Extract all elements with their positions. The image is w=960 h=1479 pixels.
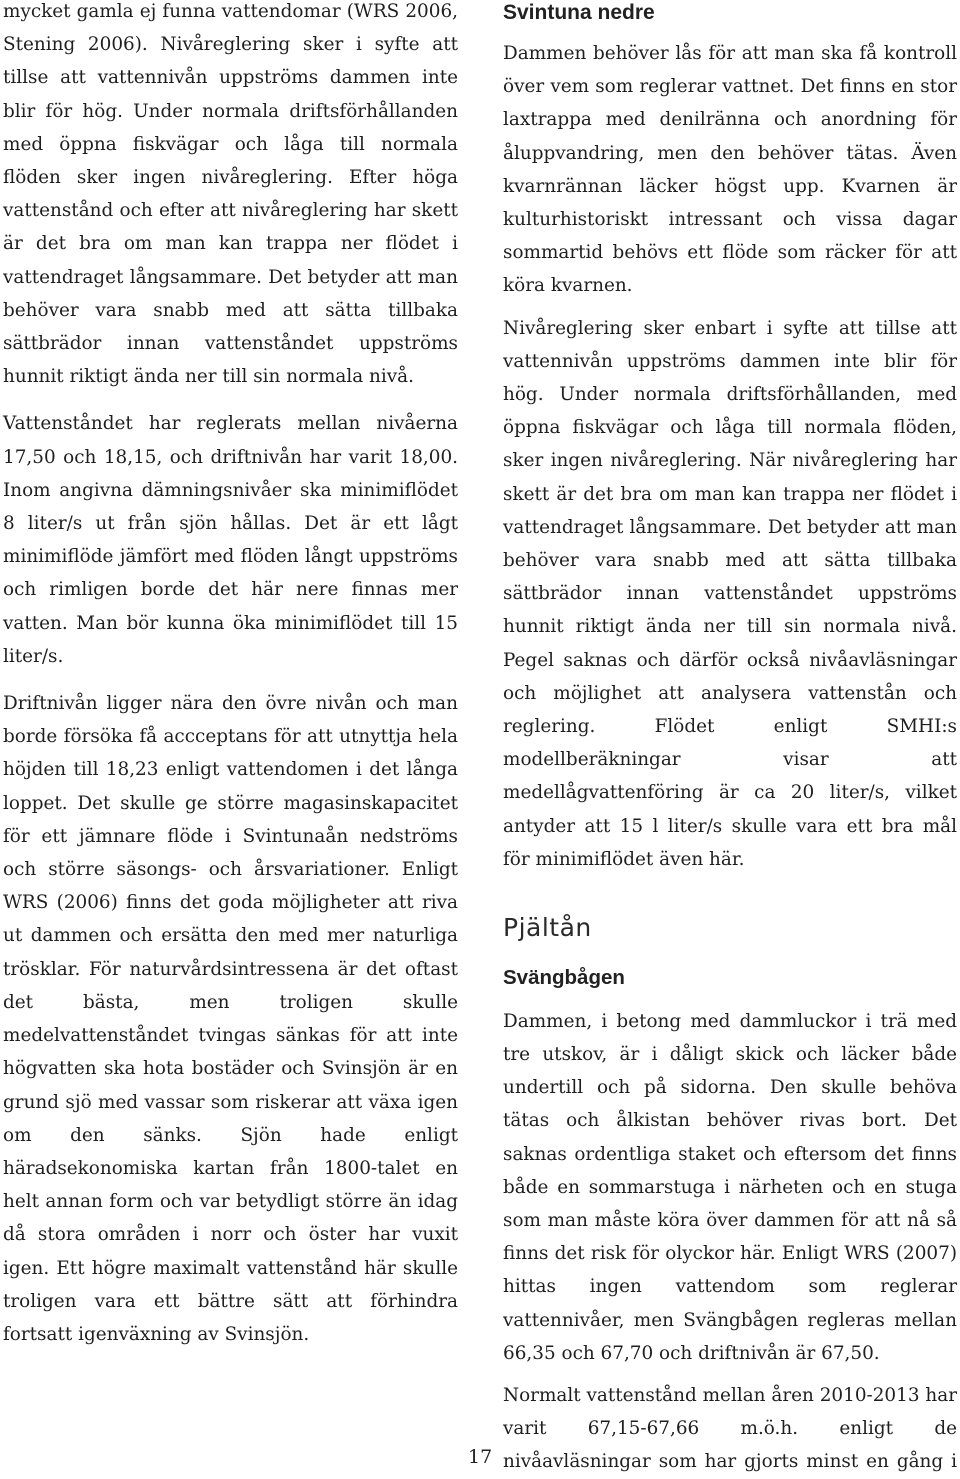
body-paragraph: Normalt vattenstånd mellan åren 2010-2013 har varit 67,15-67,66 m.ö.h. enligt de nivåavläsningar som har gjorts minst en gång i <box>503 1385 957 1473</box>
section-heading-pjaltan: Pjältån <box>503 913 592 943</box>
body-paragraph: Nivåreglering sker enbart i syfte att tillse att vattennivån uppströms dammen inte blir för hög. Under normala driftsförhållanden, med öppna fiskvägar och låga till normala flöden, sker ingen nivåreglering. När nivåreglering har skett är det bra om man kan trappa ner flödet i vattendraget långsammare. Det betyder att man behöver vara snabb med att sätta tillbaka sättbrädor innan vattenståndet uppströms hunnit riktigt ända ner till sin normala nivå. Pegel saknas och därför också nivåavläsningar och möjlighet att analysera vattenstån och reglering. Flödet enligt SMHI:s modellberäkningar visar att medellågvattenföring är ca 20 liter/s, vilket antyder att 15 l liter/s skulle vara ett bra mål för minimiflödet även här. <box>503 317 957 870</box>
body-paragraph: Dammen behöver lås för att man ska få kontroll över vem som reglerar vattnet. Det finns en stor laxtrappa med denilränna och anordning för åluppvandring, men den behöver tätas. Även kvarnrännan läcker högst upp. Kvarnen är kulturhistoriskt intressant och vissa dagar sommartid behövs ett flöde som räcker för att köra kvarnen. <box>503 43 957 297</box>
page-number: 17 <box>468 1446 493 1468</box>
right-column <box>503 0 957 1479</box>
left-column <box>3 0 458 1351</box>
section-heading-svintuna-nedre: Svintuna nedre <box>503 1 655 24</box>
body-paragraph: mycket gamla ej funna vattendomar (WRS 2006, Stening 2006). Nivåreglering sker i syfte att tillse att vattennivån uppströms dammen inte blir för hög. Under normala driftsförhållanden med öppna fiskvägar och låga till normala flöden sker ingen nivåreglering. Efter höga vattenstånd och efter att nivåreglering har skett är det bra om man kan trappa ner flödet i vattendraget långsammare. Det betyder att man behöver vara snabb med att sätta tillbaka sättbrädor innan vattenståndet uppströms hunnit riktigt ända ner till sin normala nivå. <box>3 1 458 388</box>
body-paragraph: Vattenståndet har reglerats mellan nivåerna 17,50 och 18,15, och driftnivån har varit 18,00. Inom angivna dämningsnivåer ska minimiflödet 8 liter/s ut från sjön hållas. Det är ett lågt minimiflöde jämfört med flöden långt uppströms och rimligen borde det här nere finnas mer vatten. Man bör kunna öka minimiflödet till 15 liter/s. <box>3 413 458 667</box>
body-paragraph: Driftnivån ligger nära den övre nivån och man borde försöka få accceptans för att utnyttja hela höjden till 18,23 enligt vattendomen i det långa loppet. Det skulle ge större magasinskapacitet för ett jämnare flöde i Svintunaån nedströms och större säsongs- och årsvariationer. Enligt WRS (2006) finns det goda möjligheter att riva ut dammen och ersätta den med mer naturliga trösklar. För naturvårdsintressena är det oftast det bästa, men troligen skulle medelvattenståndet tvingas sänkas för att inte högvatten ska hota bostäder och Svinsjön är en grund sjö med vassar som riskerar att växa igen om den sänks. Sjön hade enligt häradsekonomiska kartan från 1800-talet en helt annan form och var betydligt större än idag då stora områden i norr och öster har vuxit igen. Ett högre maximalt vattenstånd här skulle troligen vara ett bättre sätt att förhindra fortsatt igenväxning av Svinsjön. <box>3 693 458 1345</box>
body-paragraph: Dammen, i betong med dammluckor i trä med tre utskov, är i dåligt skick och läcker både undertill och på sidorna. Den skulle behöva tätas och ålkistan behöver rivas bort. Det saknas ordentliga staket och eftersom det finns både en sommarstuga i närheten och en stuga som man måste köra över dammen för att nå så finns det risk för olyckor här. Enligt WRS (2007) hittas ingen vattendom som reglerar vattennivåer, men Svängbågen regleras mellan 66,35 och 67,70 och driftnivån är 67,50. <box>503 1010 957 1364</box>
subsection-heading-svangbagen: Svängbågen <box>503 965 625 989</box>
